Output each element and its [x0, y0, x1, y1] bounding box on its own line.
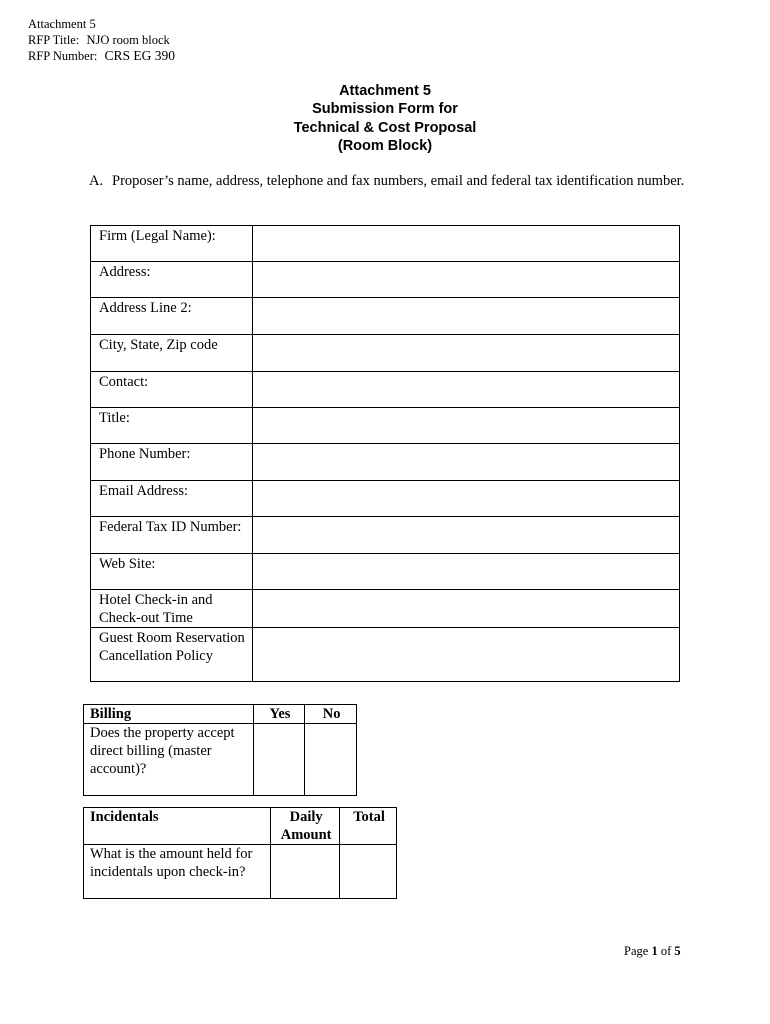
table-row — [91, 226, 680, 262]
table-row — [91, 517, 680, 554]
section-a-instructions — [89, 172, 689, 190]
field-label: Phone Number: — [91, 444, 253, 481]
billing-yes-cell[interactable] — [253, 724, 305, 796]
table-row — [91, 554, 680, 590]
field-label: Federal Tax ID Number: — [91, 517, 253, 554]
section-a-text: Proposer’s name, address, telephone and fax numbers, email and federal tax identification number. — [112, 173, 685, 189]
table-row — [91, 408, 680, 444]
field-value-cell[interactable] — [253, 517, 680, 554]
rfp-title-value: NJO room block — [86, 33, 170, 47]
field-label: Contact: — [91, 372, 253, 408]
billing-heading: Billing — [84, 705, 254, 724]
table-row — [84, 724, 357, 796]
header-attachment: Attachment 5 — [28, 17, 96, 31]
table-row — [91, 590, 680, 628]
table-row — [91, 481, 680, 517]
field-label: Email Address: — [91, 481, 253, 517]
field-value-cell[interactable] — [253, 481, 680, 517]
page-number — [624, 944, 681, 959]
billing-col-yes: Yes — [253, 705, 305, 724]
incidentals-daily-cell[interactable] — [271, 845, 340, 899]
field-label: Hotel Check-in and Check-out Time — [91, 590, 253, 628]
billing-table — [83, 704, 357, 796]
incidentals-col-total: Total — [340, 808, 397, 845]
page-current: 1 — [651, 944, 658, 958]
field-label: Web Site: — [91, 554, 253, 590]
field-value-cell[interactable] — [253, 628, 680, 682]
field-value-cell[interactable] — [253, 444, 680, 481]
rfp-number-label: RFP Number: — [28, 49, 98, 63]
billing-no-cell[interactable] — [305, 724, 357, 796]
field-value-cell[interactable] — [253, 554, 680, 590]
table-header-row — [84, 705, 357, 724]
field-label: City, State, Zip code — [91, 335, 253, 372]
proposer-info-table — [90, 225, 680, 682]
page-total: 5 — [674, 944, 681, 958]
document-header — [28, 16, 175, 64]
field-label: Guest Room Reservation Cancellation Policy — [91, 628, 253, 682]
table-row — [91, 298, 680, 335]
document-title — [0, 82, 770, 155]
table-row — [91, 372, 680, 408]
field-value-cell[interactable] — [253, 590, 680, 628]
title-line-2: Submission Form for — [312, 101, 458, 118]
table-row — [91, 628, 680, 682]
field-label: Firm (Legal Name): — [91, 226, 253, 262]
incidentals-table — [83, 807, 397, 899]
billing-col-no: No — [305, 705, 357, 724]
incidentals-question: What is the amount held for incidentals upon check-in? — [84, 845, 271, 899]
table-row — [91, 444, 680, 481]
billing-question: Does the property accept direct billing (master account)? — [84, 724, 254, 796]
field-value-cell[interactable] — [253, 226, 680, 262]
field-value-cell[interactable] — [253, 262, 680, 298]
rfp-number-value: CRS EG 390 — [104, 48, 175, 63]
field-value-cell[interactable] — [253, 372, 680, 408]
field-value-cell[interactable] — [253, 298, 680, 335]
table-header-row — [84, 808, 397, 845]
incidentals-heading: Incidentals — [84, 808, 271, 845]
title-line-4: (Room Block) — [337, 137, 433, 154]
incidentals-total-cell[interactable] — [340, 845, 397, 899]
table-row — [91, 262, 680, 298]
field-label: Address Line 2: — [91, 298, 253, 335]
page-word: Page — [624, 944, 649, 958]
field-label: Address: — [91, 262, 253, 298]
title-line-1: Attachment 5 — [339, 83, 431, 99]
of-word: of — [660, 944, 672, 958]
field-value-cell[interactable] — [253, 335, 680, 372]
table-row — [84, 845, 397, 899]
title-line-3: Technical & Cost Proposal — [293, 119, 477, 136]
header-rfp-number — [28, 48, 175, 64]
section-a-marker: A. — [89, 173, 104, 189]
field-label: Title: — [91, 408, 253, 444]
incidentals-col-daily: Daily Amount — [271, 808, 340, 845]
table-row — [91, 335, 680, 372]
rfp-title-label: RFP Title: — [28, 33, 80, 47]
field-value-cell[interactable] — [253, 408, 680, 444]
header-rfp-title — [28, 32, 175, 48]
